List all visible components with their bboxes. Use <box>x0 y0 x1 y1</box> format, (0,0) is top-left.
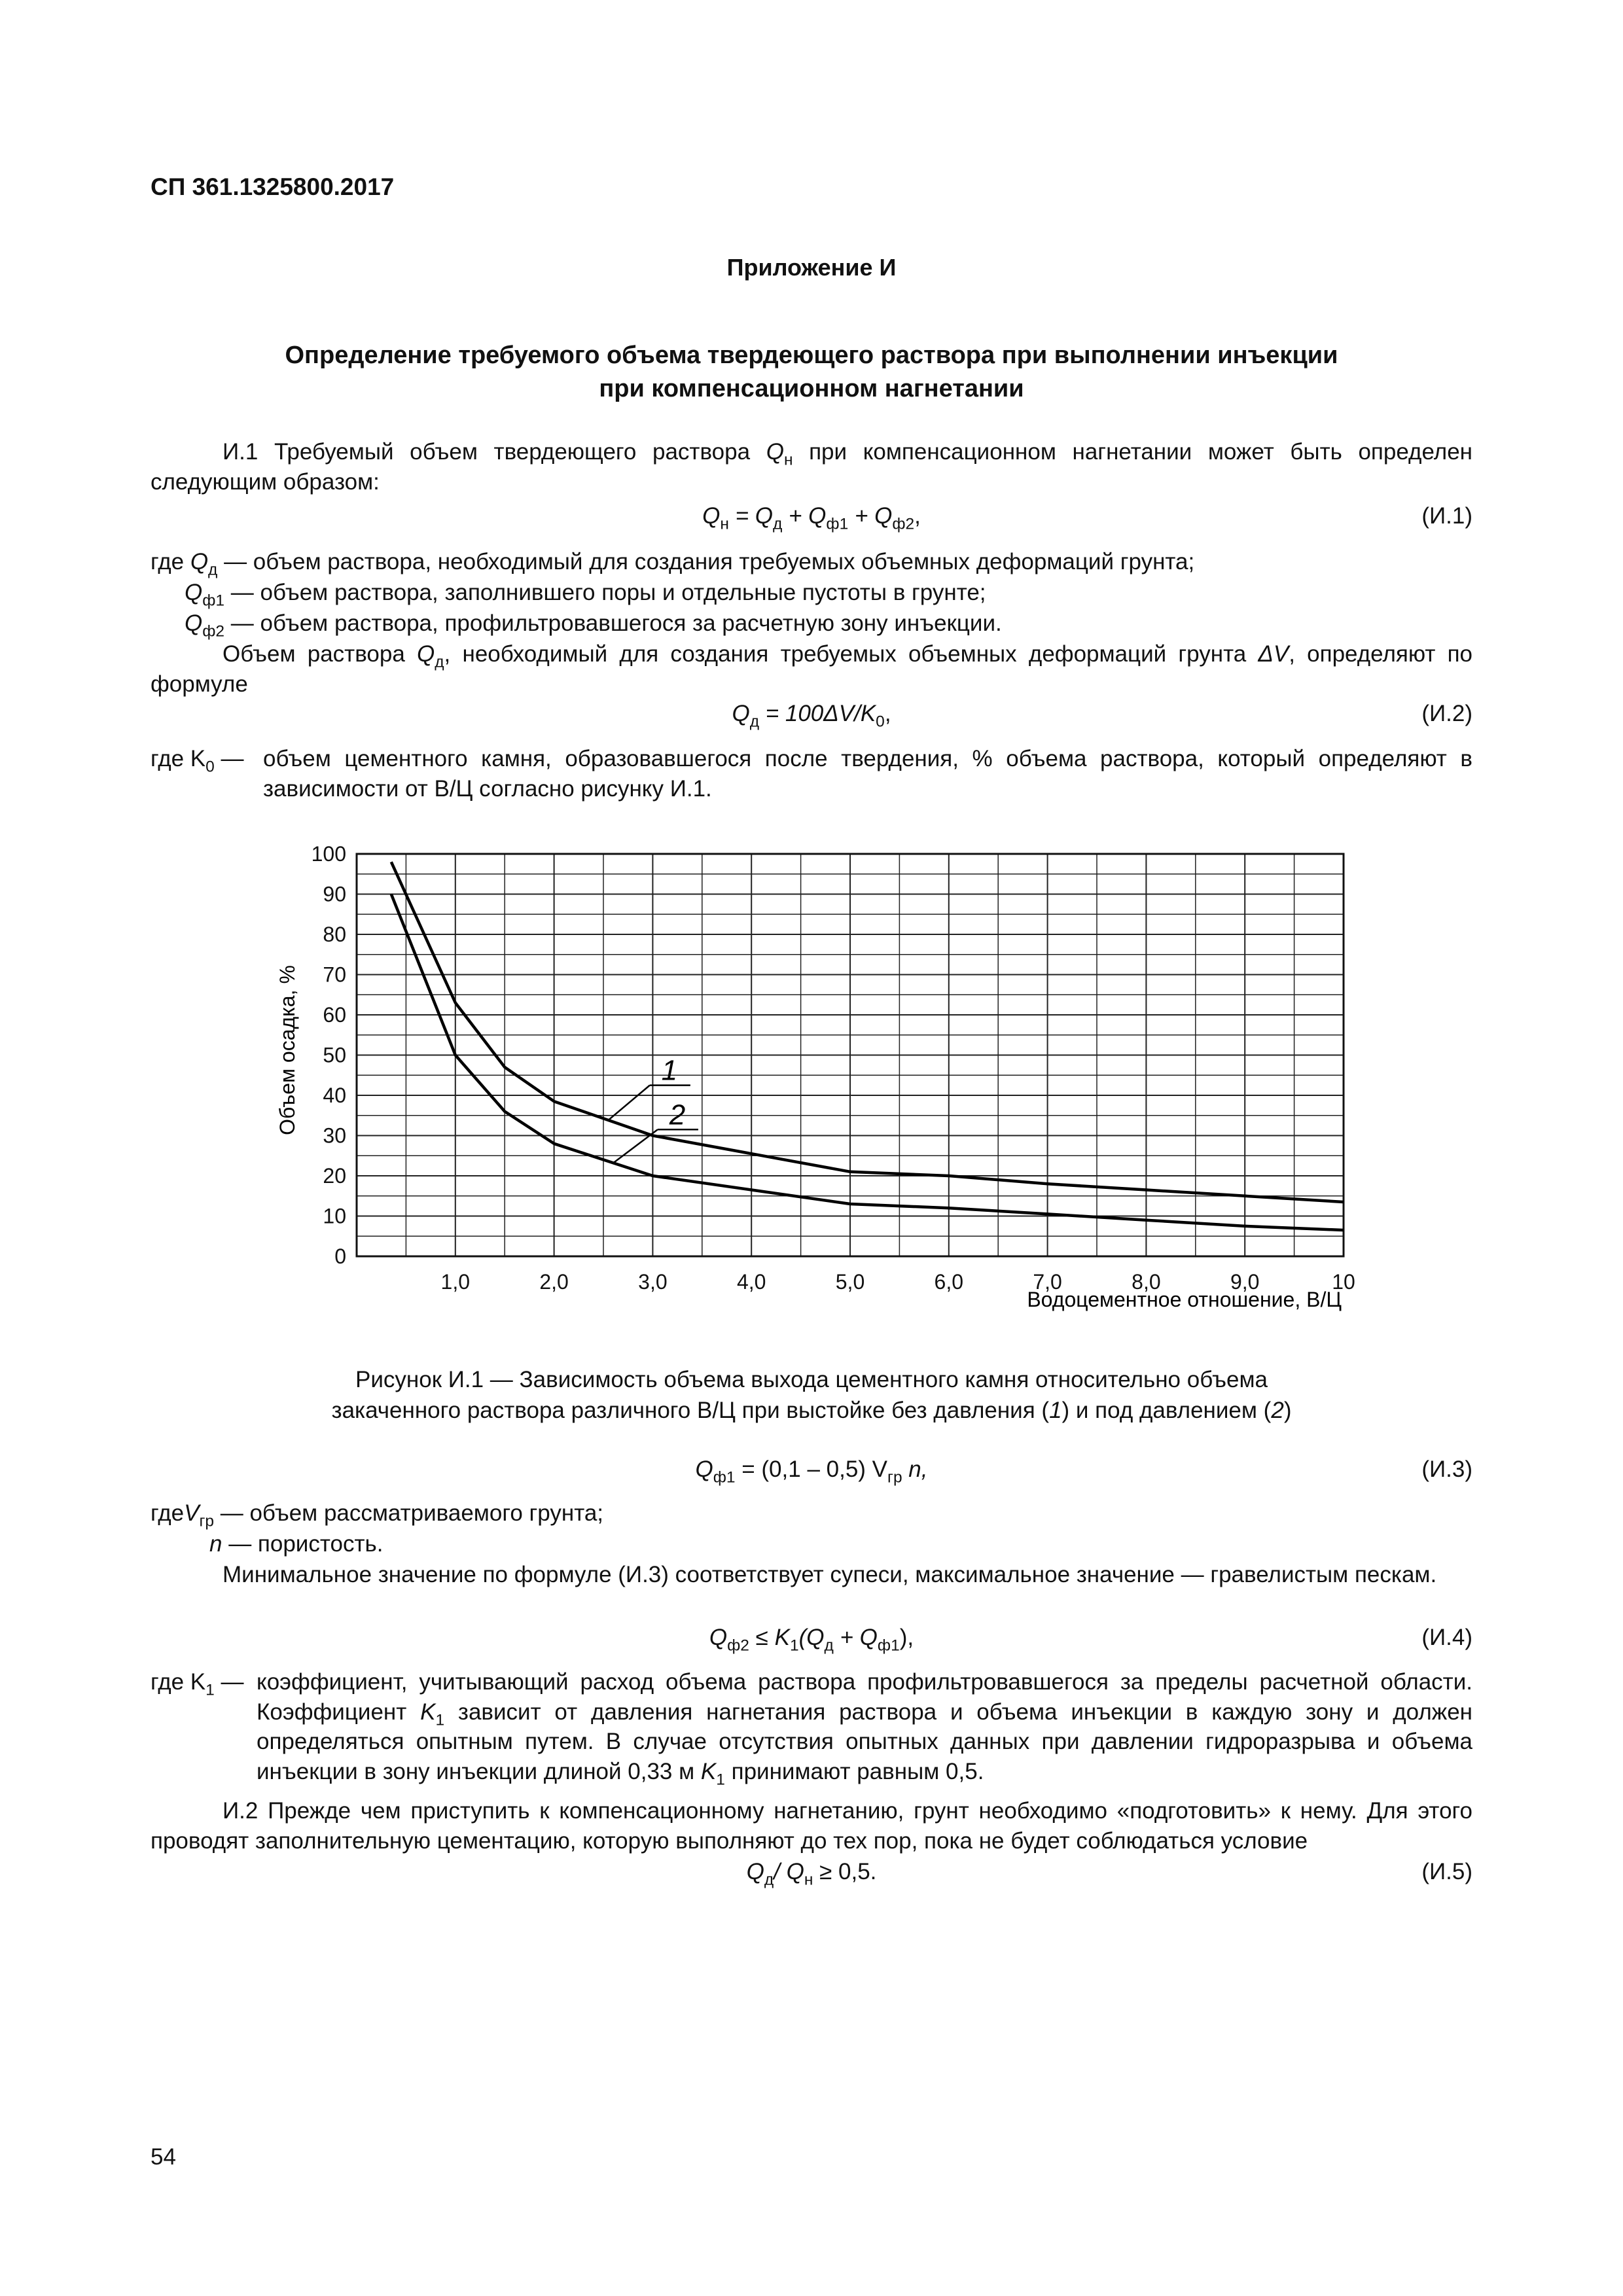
figure-caption-line-1: Рисунок И.1 — Зависимость объема выхода цементного камня относительно объема <box>355 1367 1268 1392</box>
formula-i3 <box>151 1455 1472 1487</box>
chart-y-axis-label: Объем осадка, % <box>276 965 299 1135</box>
definition-q-f1: $Q_{ф1}$ — объем раствора, заполнившего поры и отдельные пустоты в грунте; <box>185 580 986 610</box>
figure-caption <box>0 1364 1623 1426</box>
x-tick-label: 10 <box>1332 1270 1355 1294</box>
definition-n: n — пористость. <box>209 1531 383 1557</box>
formula-i4 <box>151 1623 1472 1655</box>
x-tick-label: 5,0 <box>835 1270 865 1294</box>
callout-label-2: 2 <box>669 1099 686 1131</box>
formula-i2-expression: $Q_д = 100\Delta V/K_0$, <box>732 701 891 731</box>
callout-leader-2 <box>613 1129 658 1163</box>
formula-i4-expression: $Q_{ф2} \le K_1(Q_д + Q_{ф1})$, <box>709 1625 914 1655</box>
definition-k1-label: где $K_1$ — <box>151 1669 244 1699</box>
series-line-1 <box>391 862 1344 1202</box>
paragraph-volume: Объем раствора $Q_д$, необходимый для создания требуемых объемных деформаций грунта ΔV, определяют по формуле <box>151 641 1472 697</box>
y-tick-label: 40 <box>323 1084 346 1107</box>
x-tick-label: 8,0 <box>1132 1270 1161 1294</box>
callout-label-1: 1 <box>661 1054 678 1087</box>
x-tick-label: 9,0 <box>1230 1270 1260 1294</box>
paragraph-i2: И.2 Прежде чем приступить к компенсационному нагнетанию, грунт необходимо «подготовить» к нему. Для этого проводят заполнительную цементацию, которую выполняют до тех пор, пока не будет соблюдаться условие <box>151 1798 1472 1854</box>
section-title-line-2: при компенсационном нагнетании <box>599 375 1024 403</box>
definition-k0-text: объем цементного камня, образовавшегося после твердения, % объема раствора, который определяют в зависимости от В/Ц согласно рисунку И.1. <box>263 746 1472 802</box>
formula-i3-number: (И.3) <box>1421 1457 1472 1482</box>
x-tick-label: 3,0 <box>638 1270 668 1294</box>
definition-q-d: где $Q_д$ — объем раствора, необходимый для создания требуемых объемных деформаций грунта; <box>151 549 1195 579</box>
definition-v-gr: гдеV$_{гр}$ — объем рассматриваемого грунта; <box>151 1500 604 1530</box>
appendix-label: Приложение И <box>726 254 897 281</box>
y-tick-label: 90 <box>323 882 346 906</box>
x-tick-label: 4,0 <box>736 1270 766 1294</box>
formula-i5-expression: $Q_д/$ $Q_н \ge 0,5$. <box>746 1859 877 1889</box>
y-tick-label: 80 <box>323 923 346 946</box>
paragraph-i1: И.1 Требуемый объем твердеющего раствора $Q_н$ при компенсационном нагнетании может быть определен следующим образом: <box>151 439 1472 495</box>
y-tick-label: 60 <box>323 1003 346 1027</box>
series-line-2 <box>391 894 1344 1231</box>
formula-i3-expression: $Q_{ф1} = (0,1 - 0,5)$ $V_{гр}$ n, <box>695 1457 928 1487</box>
y-tick-label: 70 <box>323 963 346 987</box>
x-tick-label: 7,0 <box>1033 1270 1062 1294</box>
y-tick-label: 20 <box>323 1164 346 1188</box>
x-tick-label: 1,0 <box>440 1270 471 1294</box>
y-tick-label: 30 <box>323 1123 346 1148</box>
formula-i1-expression: $Q_н = Q_д + Q_{ф1} + Q_{ф2}$, <box>702 503 921 533</box>
formula-i2-number: (И.2) <box>1421 701 1472 726</box>
chart-x-axis-label: Водоцементное отношение, В/Ц <box>1027 1288 1342 1311</box>
y-tick-label: 50 <box>323 1043 346 1067</box>
callout-leader-1 <box>609 1086 650 1120</box>
definition-k1-text: коэффициент, учитывающий расход объема раствора профильтровавшегося за пределы расчетной области. Коэффициент $K_1$ зависит от давления нагнетания раствора и объема инъекции в каждую зону и должен определяться опытным путем. В случае отсутствия опытных данных при давлении гидроразрыва и объема инъекции в зону инъекции длиной 0,33 м $K_1$ принимают равным 0,5. <box>257 1669 1472 1789</box>
figure-caption-line-2: закаченного раствора различного В/Ц при выстойке без давления (1) и под давлением (2) <box>331 1398 1292 1424</box>
formula-i5 <box>151 1857 1472 1890</box>
definition-k0-label: где $K_0$ — <box>151 746 244 776</box>
x-tick-label: 6,0 <box>934 1270 964 1294</box>
y-tick-label: 100 <box>311 842 346 866</box>
y-tick-label: 10 <box>323 1204 346 1228</box>
chart-series <box>391 862 1344 1230</box>
formula-i1-number: (И.1) <box>1421 503 1472 529</box>
formula-i4-number: (И.4) <box>1421 1625 1472 1650</box>
page-number: 54 <box>151 2144 176 2170</box>
paragraph-min-max: Минимальное значение по формуле (И.3) соответствует супеси, максимальное значение — гравелистым пескам. <box>223 1562 1437 1587</box>
y-tick-label: 0 <box>334 1245 346 1268</box>
document-code: СП 361.1325800.2017 <box>151 173 395 200</box>
x-tick-label: 2,0 <box>539 1270 569 1294</box>
section-title-line-1: Определение требуемого объема твердеющего раствора при выполнении инъекции <box>285 342 1338 369</box>
chart-grid <box>357 854 1344 1256</box>
formula-i5-number: (И.5) <box>1421 1859 1472 1884</box>
definition-q-f2: $Q_{ф2}$ — объем раствора, профильтровавшегося за расчетную зону инъекции. <box>185 610 1002 641</box>
